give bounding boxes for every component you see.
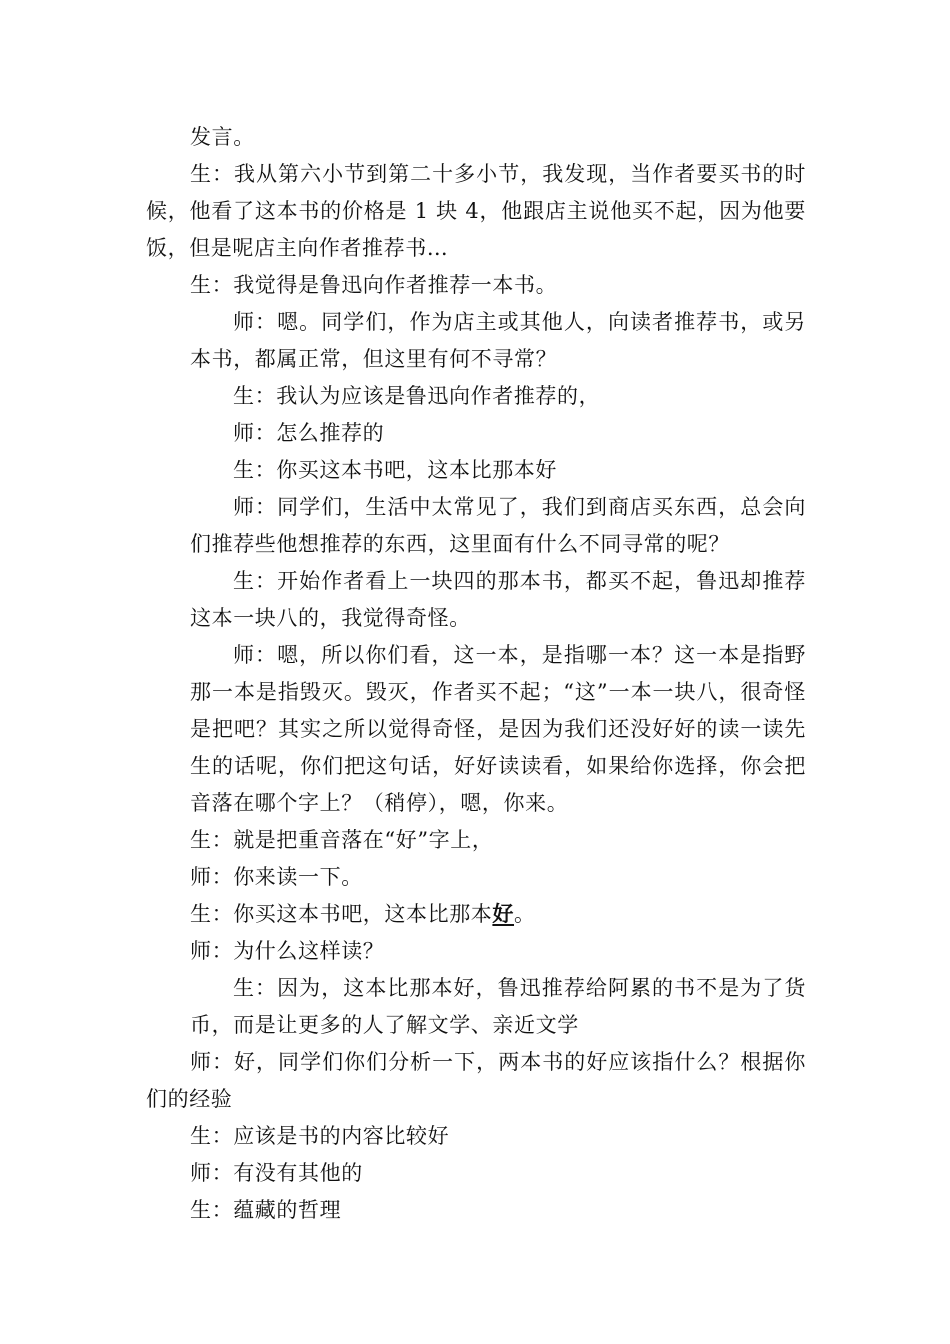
text-line: 生：因为，这本比那本好，鲁迅推荐给阿累的书不是为了货 xyxy=(233,976,806,1000)
text-segment: 生：你买这本书吧，这本比那本 xyxy=(190,902,493,926)
text-line: 那一本是指毁灭。毁灭，作者买不起；“这”一本一块八，很奇怪 xyxy=(190,680,806,704)
text-line: 师：嗯，所以你们看，这一本，是指哪一本？这一本是指野 xyxy=(233,643,806,667)
text-line: 饭，但是呢店主向作者推荐书… xyxy=(146,236,449,260)
emphasized-word: 好 xyxy=(492,901,515,926)
text-line: 生：就是把重音落在“好”字上， xyxy=(190,828,494,852)
text-line: 师：同学们，生活中太常见了，我们到商店买东西，总会向 xyxy=(233,495,806,519)
text-line: 师：好，同学们你们分析一下，两本书的好应该指什么？根据你 xyxy=(190,1050,806,1074)
text-line: 生：蕴藏的哲理 xyxy=(190,1198,342,1222)
text-line: 生：应该是书的内容比较好 xyxy=(190,1124,450,1148)
text-line: 是把吧？其实之所以觉得奇怪，是因为我们还没好好的读一读先 xyxy=(190,717,806,741)
text-line: 发言。 xyxy=(190,125,255,149)
text-line: 生：开始作者看上一块四的那本书，都买不起，鲁迅却推荐 xyxy=(233,569,806,593)
text-line: 师：嗯。同学们，作为店主或其他人，向读者推荐书，或另 xyxy=(233,310,806,334)
text-line: 师：你来读一下。 xyxy=(190,865,363,889)
text-line: 这本一块八的，我觉得奇怪。 xyxy=(190,606,471,630)
text-line: 师：怎么推荐的 xyxy=(233,421,385,445)
text-line: 师：为什么这样读？ xyxy=(190,939,385,963)
text-line: 生：我觉得是鲁迅向作者推荐一本书。 xyxy=(190,273,558,297)
text-line: 本书，都属正常，但这里有何不寻常？ xyxy=(190,347,558,371)
text-line: 们推荐些他想推荐的东西，这里面有什么不同寻常的呢？ xyxy=(190,532,730,556)
text-line: 生的话呢，你们把这句话，好好读读看，如果给你选择，你会把 xyxy=(190,754,806,778)
text-line: 生：你买这本书吧，这本比那本好 xyxy=(233,458,557,482)
text-line: 师：有没有其他的 xyxy=(190,1161,363,1185)
text-line xyxy=(190,899,536,929)
text-line: 候，他看了这本书的价格是 1 块 4，他跟店主说他买不起，因为他要 xyxy=(146,199,806,223)
text-line: 生：我从第六小节到第二十多小节，我发现，当作者要买书的时 xyxy=(190,162,806,186)
text-line: 们的经验 xyxy=(146,1087,233,1111)
text-line: 生：我认为应该是鲁迅向作者推荐的， xyxy=(233,384,601,408)
text-line: 音落在哪个字上？（稍停），嗯，你来。 xyxy=(190,791,569,815)
text-segment: 。 xyxy=(514,902,536,926)
text-line: 币，而是让更多的人了解文学、亲近文学 xyxy=(190,1013,579,1037)
